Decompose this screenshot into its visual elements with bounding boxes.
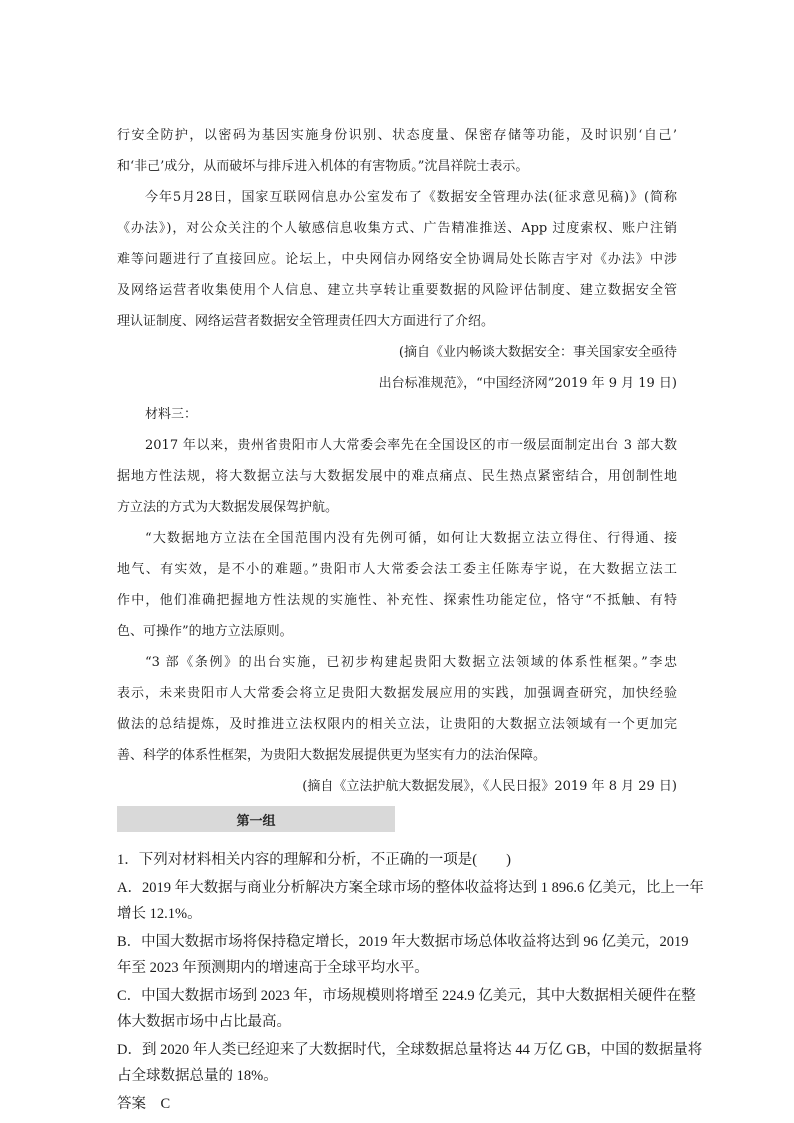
- material-two-source-2: 出台标准规范》，“中国经济网”2019 年 9 月 19 日): [378, 376, 677, 391]
- material-two-line-3: 今年5月28日，国家互联网信息办公室发布了《数据安全管理办法(征求意见稿)》(简称: [145, 190, 677, 205]
- material-three-line-8: “3 部《条例》的出台实施，已初步构建起贵阳大数据立法领域的体系性框架。”李忠: [145, 655, 677, 670]
- material-three-line-5: 地气、有实效，是不小的难题。”贵阳市人大常委会法工委主任陈寿宇说，在大数据立法工: [117, 562, 677, 577]
- material-two-line-4: 《办法》)，对公众关注的个人敏感信息收集方式、广告精准推送、App 过度索权、账户注销: [117, 221, 677, 236]
- section-title: 第一组: [236, 814, 276, 829]
- material-three-line-6: 作中，他们准确把握地方性法规的实施性、补充性、探索性功能定位，恪守“不抵触、有特: [117, 593, 677, 608]
- material-three-source: (摘自《立法护航大数据发展》，《人民日报》2019 年 8 月 29 日): [302, 779, 677, 794]
- option-c-line-1: C．中国大数据市场到 2023 年，市场规模则将增至 224.9 亿美元，其中大数据相关硬件在整: [117, 988, 696, 1004]
- material-two-line-2: 和‘非己’成分，从而破坏与排斥进入机体的有害物质。”沈昌祥院士表示。: [117, 159, 529, 174]
- material-three-line-7: 色、可操作”的地方立法原则。: [117, 624, 293, 639]
- material-two-line-6: 及网络运营者收集使用个人信息、建立共享转让重要数据的风险评估制度、建立数据安全管: [117, 283, 677, 298]
- material-two-line-7: 理认证制度、网络运营者数据安全管理责任四大方面进行了介绍。: [117, 314, 495, 329]
- question-stem: 1．下列对材料相关内容的理解和分析，不正确的一项是( ): [117, 852, 511, 868]
- material-three-line-3: 方立法的方式为大数据发展保驾护航。: [117, 500, 339, 515]
- section-header-bar: [117, 806, 395, 832]
- material-three-line-10: 做法的总结提炼，及时推进立法权限内的相关立法，让贵阳的大数据立法领域有一个更加完: [117, 717, 677, 732]
- option-b-line-1: B．中国大数据市场将保持稳定增长，2019 年大数据市场总体收益将达到 96 亿美元，2019: [117, 934, 689, 950]
- material-three-heading: 材料三：: [145, 407, 198, 422]
- material-two-line-5: 难等问题进行了直接回应。论坛上，中央网信办网络安全协调局处长陈吉宇对《办法》中涉: [117, 252, 677, 267]
- material-three-line-2: 据地方性法规，将大数据立法与大数据发展中的难点痛点、民生热点紧密结合，用创制性地: [117, 469, 677, 484]
- option-b-line-2: 年至 2023 年预测期内的增速高于全球平均水平。: [117, 960, 429, 976]
- material-two-source-1: (摘自《业内畅谈大数据安全：事关国家安全亟待: [398, 345, 677, 360]
- option-a-line-2: 增长 12.1%。: [117, 906, 202, 922]
- material-three-line-11: 善、科学的体系性框架，为贵阳大数据发展提供更为坚实有力的法治保障。: [117, 748, 547, 763]
- option-d-line-1: D．到 2020 年人类已经迎来了大数据时代，全球数据总量将达 44 万亿 GB，中国的数据量将: [117, 1042, 703, 1058]
- option-a-line-1: A．2019 年大数据与商业分析解决方案全球市场的整体收益将达到 1 896.6 亿美元，比上一年: [117, 880, 704, 896]
- material-three-line-4: “大数据地方立法在全国范围内没有先例可循，如何让大数据立法立得住、行得通、接: [145, 531, 677, 546]
- material-two-line-1: 行安全防护，以密码为基因实施身份识别、状态度量、保密存储等功能，及时识别‘自己’: [117, 128, 677, 143]
- option-c-line-2: 体大数据市场中占比最高。: [117, 1014, 291, 1030]
- material-three-line-9: 表示，未来贵阳市人大常委会将立足贵阳大数据发展应用的实践，加强调查研究，加快经验: [117, 686, 677, 701]
- material-three-line-1: 2017 年以来，贵州省贵阳市人大常委会率先在全国设区的市一级层面制定出台 3 部大数: [145, 438, 677, 453]
- answer-line: 答案 C: [117, 1096, 171, 1112]
- option-d-line-2: 占全球数据总量的 18%。: [117, 1068, 278, 1084]
